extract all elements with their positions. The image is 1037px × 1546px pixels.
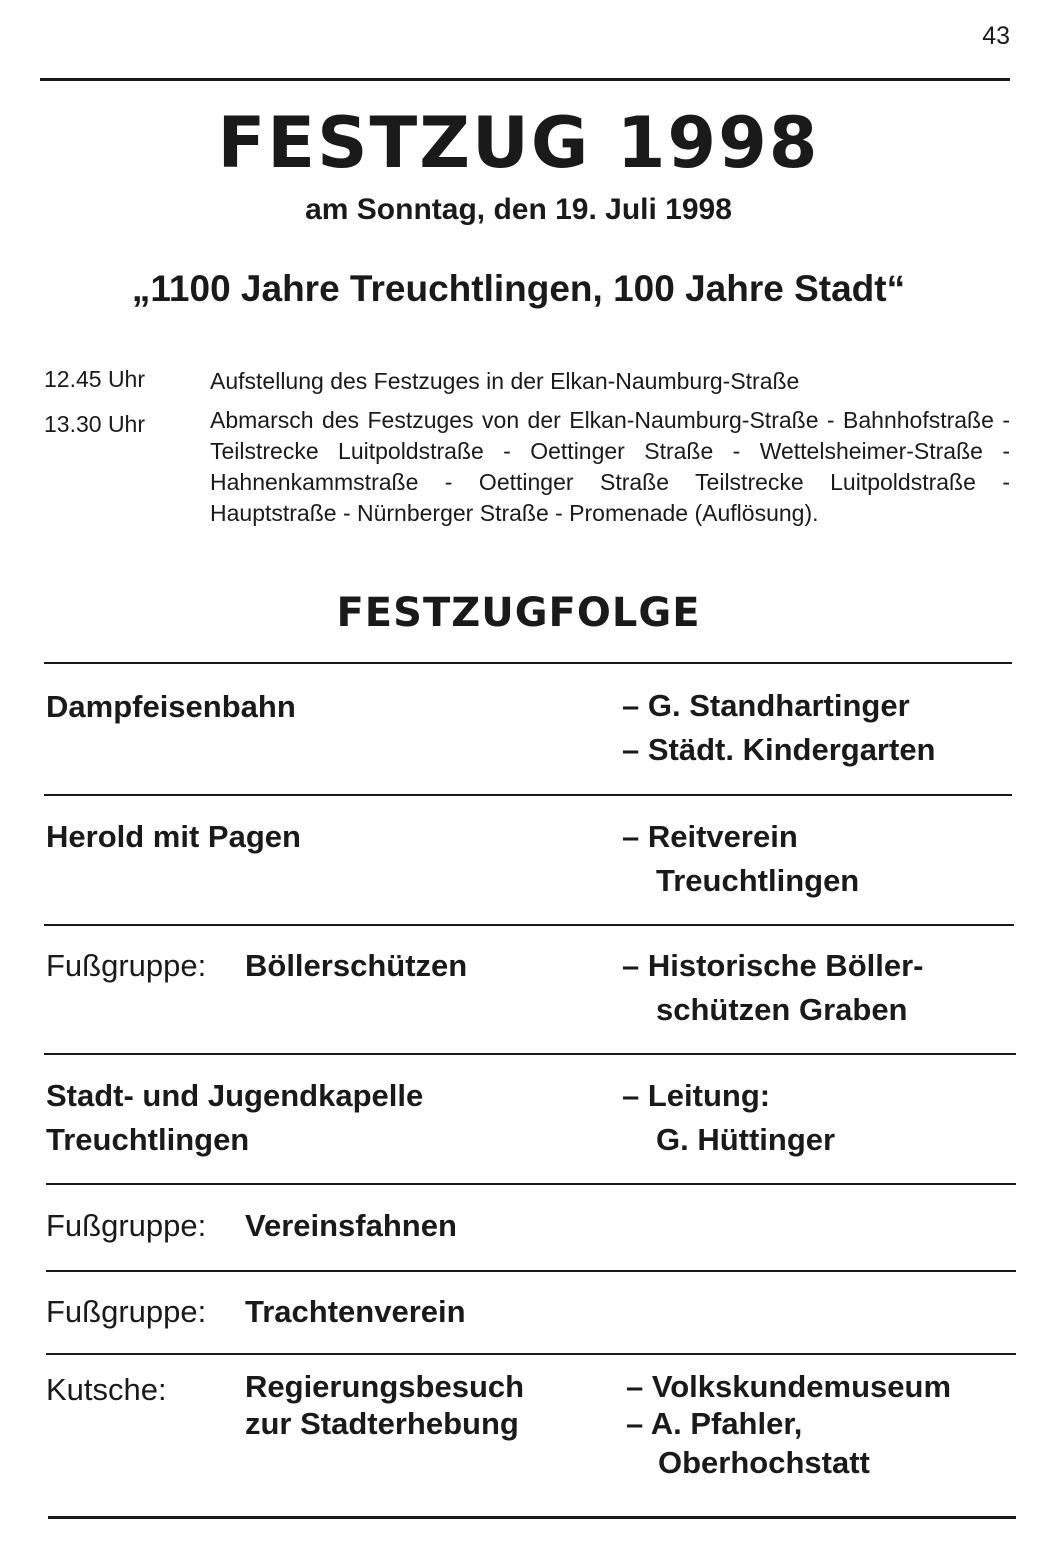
entry-name: Trachtenverein <box>245 1294 466 1329</box>
entry-name-line2: zur Stadterhebung <box>245 1406 519 1441</box>
row-divider <box>46 1183 1016 1185</box>
entry-participant: – Volkskundemuseum <box>626 1369 952 1404</box>
entry-participant: schützen Graben <box>656 992 908 1027</box>
entry-group: Fußgruppe: <box>46 1294 207 1329</box>
schedule-text: Abmarsch des Festzuges von der Elkan-Naumburg-Straße - Bahnhofstraße - Teilstrecke Luitpoldstraße - Oettinger Straße - Wettelsheimer-Straße - Hahnenkammstraße - Oettinger Straße Teilstrecke Luitpoldstraße - Hauptstraße - Nürnberger Straße - Promenade (Auflösung). <box>210 407 1010 526</box>
entry-name-line2: Treuchtlingen <box>46 1122 250 1157</box>
entry-group: Kutsche: <box>46 1372 167 1407</box>
row-divider <box>46 1270 1016 1272</box>
schedule-time: 12.45 Uhr <box>44 366 146 392</box>
header-rule <box>40 78 1010 81</box>
row-divider <box>44 662 1012 664</box>
entry-participant: Oberhochstatt <box>658 1445 870 1480</box>
entry-name: Böllerschützen <box>245 948 468 983</box>
entry-name: Dampfeisenbahn <box>46 689 296 724</box>
entry-participant: – Leitung: <box>622 1078 771 1113</box>
entry-participant: Treuchtlingen <box>656 863 860 898</box>
schedule-time: 13.30 Uhr <box>44 411 146 437</box>
page-number: 43 <box>982 22 1010 50</box>
entry-participant: – Historische Böller- <box>622 948 924 983</box>
entry-name: Vereinsfahnen <box>245 1208 457 1243</box>
schedule-text: Aufstellung des Festzuges in der Elkan-Naumburg-Straße <box>210 368 800 394</box>
entry-participant: – G. Standhartinger <box>622 688 910 723</box>
entry-participant: – Städt. Kindergarten <box>622 732 936 767</box>
entry-participant: G. Hüttinger <box>656 1122 836 1157</box>
entry-name: Regierungsbesuch <box>245 1369 525 1404</box>
row-divider <box>46 1353 1016 1355</box>
row-divider <box>44 794 1012 796</box>
event-date: am Sonntag, den 19. Juli 1998 <box>305 193 732 226</box>
entry-participant: – Reitverein <box>622 819 798 854</box>
section-title: FESTZUGFOLGE <box>336 590 701 636</box>
row-divider <box>44 924 1014 926</box>
entry-participant: – A. Pfahler, <box>626 1406 803 1441</box>
row-divider <box>44 1053 1016 1055</box>
entry-name: Stadt- und Jugendkapelle <box>46 1078 424 1113</box>
entry-name: Herold mit Pagen <box>46 819 301 854</box>
page-title: FESTZUG 1998 <box>217 102 820 184</box>
entry-group: Fußgruppe: <box>46 1208 207 1243</box>
footer-rule <box>48 1516 1016 1519</box>
entry-group: Fußgruppe: <box>46 948 207 983</box>
event-motto: „1100 Jahre Treuchtlingen, 100 Jahre Stadt“ <box>131 268 906 309</box>
